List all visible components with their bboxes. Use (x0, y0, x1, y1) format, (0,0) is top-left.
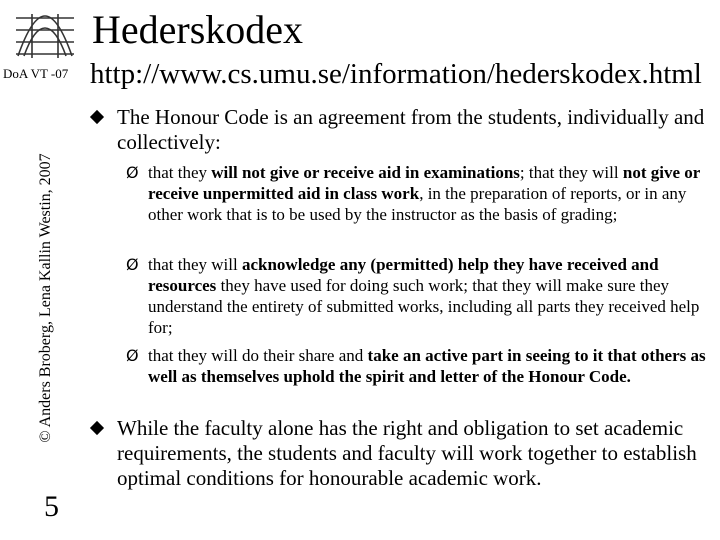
arrow-bullet-icon: Ø (126, 346, 139, 365)
sub-bullet-item (122, 162, 707, 225)
bullet-item (90, 416, 710, 491)
bullet-text: The Honour Code is an agreement from the students, individually and collectively: (117, 105, 705, 154)
sub-bullet-text: that they will do their share and take an active part in seeing to it that others as well as themselves uphold the spirit and letter of the Honour Code. (148, 346, 706, 386)
sub-bullet-item (122, 345, 707, 387)
arrow-bullet-icon: Ø (126, 163, 139, 182)
sub-bullet-item (122, 254, 707, 338)
source-url: http://www.cs.umu.se/information/hederskodex.html (90, 58, 702, 90)
sub-bullet-text: that they will not give or receive aid in examinations; that they will not give or receive unpermitted aid in class work, in the preparation of reports, or in any other work that is to be used by the instructor as the basis of grading; (148, 163, 700, 224)
arrow-bullet-icon: Ø (126, 255, 139, 274)
side-credit: © Anders Broberg, Lena Kallin Westin, 2007 (37, 153, 54, 443)
course-label: DoA VT -07 (3, 66, 69, 81)
bullet-item (90, 105, 710, 155)
slide-title: Hederskodex (92, 7, 304, 52)
bullet-text: While the faculty alone has the right and obligation to set academic requirements, the students and faculty will work together to establish optimal conditions for honourable academic work. (117, 416, 697, 490)
page-number: 5 (44, 490, 59, 523)
sub-bullet-text: that they will acknowledge any (permitted) help they have received and resources they have used for doing such work; that they will make sure they understand the entirety of submitted works, including all parts they received help for; (148, 255, 700, 337)
diamond-bullet-icon (90, 110, 104, 124)
diamond-bullet-icon (90, 421, 104, 435)
university-logo-icon (14, 12, 76, 60)
